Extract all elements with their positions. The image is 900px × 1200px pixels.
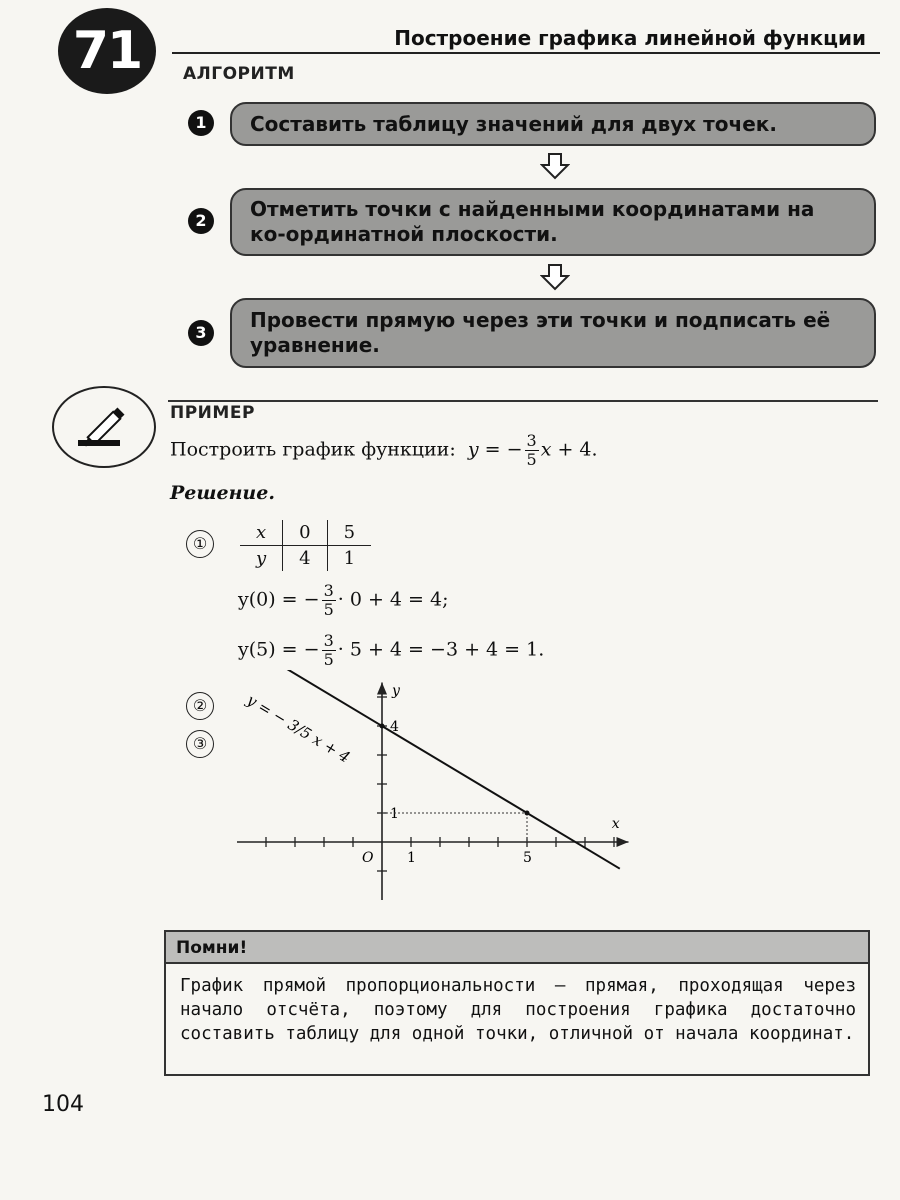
y-tick-label: 1 xyxy=(390,806,399,822)
fraction: $\frac{3}{5}$ xyxy=(526,431,537,469)
down-arrow-icon xyxy=(540,152,570,180)
calc-2-rhs: · 5 + 4 = −3 + 4 = 1. xyxy=(337,638,545,661)
x-axis-label: x xyxy=(611,816,620,832)
solution-step-2-mark: ② xyxy=(186,692,214,720)
step-3-text: Провести прямую через эти точки и подписать её уравнение. xyxy=(250,308,831,357)
step-2-box xyxy=(230,188,876,256)
table-row xyxy=(240,546,371,572)
y-tick-label: 4 xyxy=(390,719,399,735)
data-point xyxy=(380,724,385,729)
line-equation-label: y = − 3/5 x + 4 xyxy=(243,690,354,767)
task-prefix: Построить график функции: xyxy=(170,438,456,461)
task-statement: Построить график функции: y = − $\frac{3}{5}$ x + 4. xyxy=(170,431,598,469)
pencil-icon xyxy=(54,388,154,466)
table-cell: 5 xyxy=(327,520,371,546)
solution-label: Решение. xyxy=(170,482,275,504)
remember-title: Помни! xyxy=(166,932,868,964)
page-title: Построение графика линейной функции xyxy=(394,26,866,50)
y-axis-label: y xyxy=(392,683,400,700)
remember-text: График прямой пропорциональности — прямая, проходящая через начало отсчёта, поэтому для построения графика достаточно составить таблицу для одной точки, отличной от начала координат. xyxy=(180,976,856,1044)
calc-1-lhs: y(0) = − xyxy=(238,588,320,611)
step-3-number: 3 xyxy=(188,320,214,346)
page-number: 104 xyxy=(42,1092,84,1117)
table-cell: 0 xyxy=(283,520,327,546)
table-cell: x xyxy=(240,520,283,546)
x-tick-label: 1 xyxy=(407,850,416,866)
calculation-1: y(0) = − $\frac{3}{5}$ · 0 + 4 = 4; xyxy=(238,581,449,619)
table-cell: y xyxy=(240,546,283,572)
x-axis-arrow-icon xyxy=(617,837,629,847)
calc-1-rhs: · 0 + 4 = 4; xyxy=(337,588,449,611)
step-1-box xyxy=(230,102,876,146)
example-label: ПРИМЕР xyxy=(170,403,255,423)
table-cell: 4 xyxy=(283,546,327,572)
calculation-2: y(5) = − $\frac{3}{5}$ · 5 + 4 = −3 + 4 = 1. xyxy=(238,631,545,669)
step-1-text: Составить таблицу значений для двух точек. xyxy=(250,111,777,136)
table-row xyxy=(240,520,371,546)
algorithm-label: АЛГОРИТМ xyxy=(183,64,295,84)
example-divider xyxy=(168,400,878,402)
lesson-number-badge: 71 xyxy=(58,8,156,94)
step-1-number: 1 xyxy=(188,110,214,136)
down-arrow-icon xyxy=(540,263,570,291)
example-pencil-badge xyxy=(52,386,156,468)
step-2-number: 2 xyxy=(188,208,214,234)
header-divider xyxy=(172,52,880,54)
step-3-box xyxy=(230,298,876,368)
data-point xyxy=(525,811,530,816)
solution-step-3-mark: ③ xyxy=(186,730,214,758)
y-axis-arrow-icon xyxy=(377,683,387,695)
table-cell: 1 xyxy=(343,548,356,569)
values-table xyxy=(240,520,371,571)
solution-step-1-mark: ① xyxy=(186,530,214,558)
calc-2-lhs: y(5) = − xyxy=(238,638,320,661)
origin-label: O xyxy=(362,850,374,866)
remember-box xyxy=(164,930,870,1076)
function-graph xyxy=(210,670,650,910)
step-2-text: Отметить точки с найденными координатами на ко-ординатной плоскости. xyxy=(250,197,815,246)
x-tick-label: 5 xyxy=(523,850,532,866)
